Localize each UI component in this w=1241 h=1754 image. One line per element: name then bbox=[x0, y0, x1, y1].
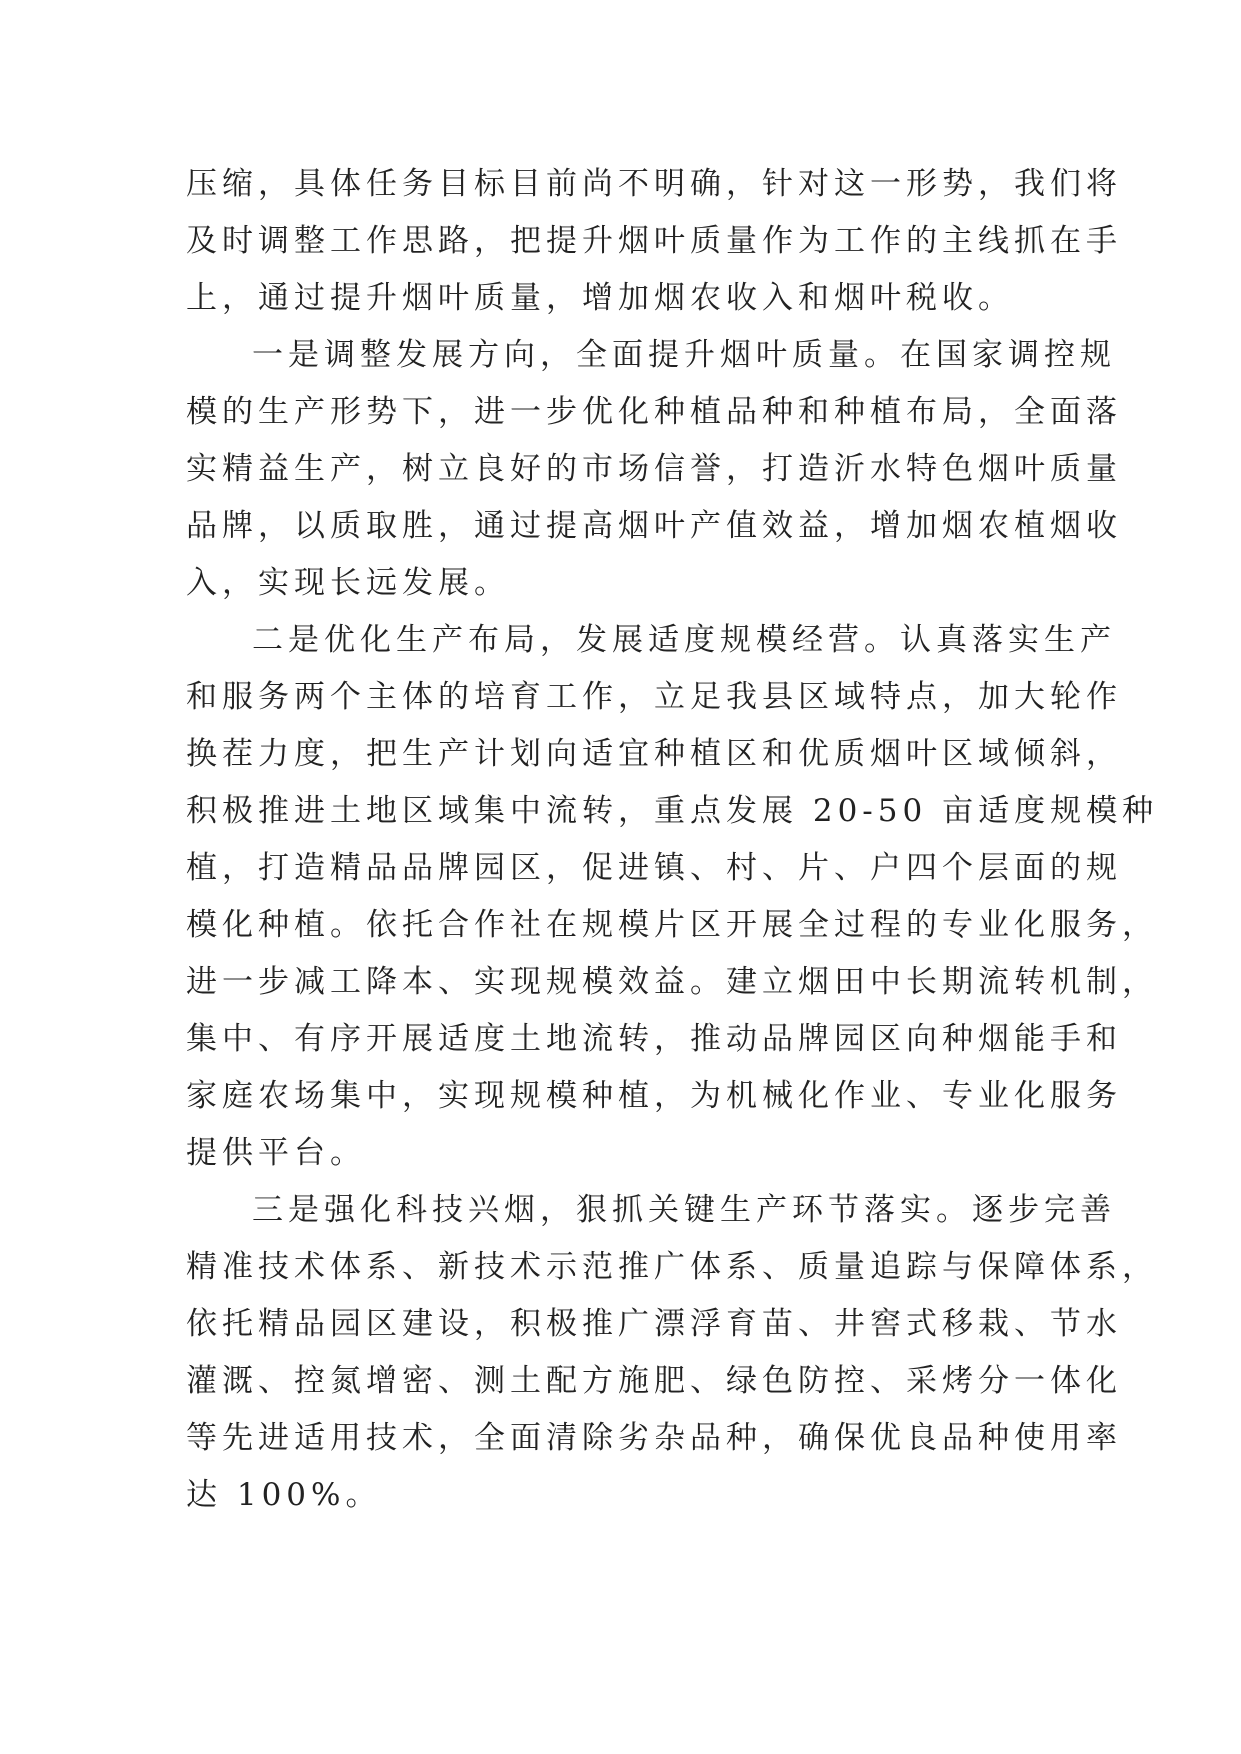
text-line: 进一步减工降本、实现规模效益。建立烟田中长期流转机制， bbox=[186, 964, 1158, 1000]
document-page bbox=[186, 156, 1159, 1524]
text-line: 依托精品园区建设，积极推广漂浮育苗、井窖式移栽、节水 bbox=[186, 1306, 1122, 1342]
text-line: 等先进适用技术，全面清除劣杂品种，确保优良品种使用率 bbox=[186, 1420, 1122, 1456]
text-line: 实精益生产，树立良好的市场信誉，打造沂水特色烟叶质量 bbox=[186, 451, 1122, 487]
text-line: 和服务两个主体的培育工作，立足我县区域特点，加大轮作 bbox=[186, 679, 1122, 715]
text-line: 压缩，具体任务目标目前尚不明确，针对这一形势，我们将 bbox=[186, 166, 1122, 202]
text-line: 达 100%。 bbox=[186, 1477, 382, 1513]
paragraph-point-3 bbox=[186, 1182, 1158, 1524]
text-line: 集中、有序开展适度土地流转，推动品牌园区向种烟能手和 bbox=[186, 1021, 1122, 1057]
paragraph-intro bbox=[186, 156, 1122, 327]
text-line: 三是强化科技兴烟，狠抓关键生产环节落实。逐步完善 bbox=[252, 1192, 1116, 1228]
text-line: 及时调整工作思路，把提升烟叶质量作为工作的主线抓在手 bbox=[186, 223, 1122, 259]
text-line: 一是调整发展方向，全面提升烟叶质量。在国家调控规 bbox=[252, 337, 1116, 373]
text-line: 植，打造精品品牌园区，促进镇、村、片、户四个层面的规 bbox=[186, 850, 1122, 886]
text-line: 入，实现长远发展。 bbox=[186, 565, 510, 601]
paragraph-point-2 bbox=[186, 612, 1159, 1182]
text-line: 模的生产形势下，进一步优化种植品种和种植布局，全面落 bbox=[186, 394, 1122, 430]
text-line: 家庭农场集中，实现规模种植，为机械化作业、专业化服务 bbox=[186, 1078, 1122, 1114]
text-line: 提供平台。 bbox=[186, 1135, 366, 1171]
text-line: 精准技术体系、新技术示范推广体系、质量追踪与保障体系， bbox=[186, 1249, 1158, 1285]
text-line: 灌溉、控氮增密、测土配方施肥、绿色防控、采烤分一体化 bbox=[186, 1363, 1122, 1399]
text-line: 二是优化生产布局，发展适度规模经营。认真落实生产 bbox=[252, 622, 1116, 658]
text-line: 模化种植。依托合作社在规模片区开展全过程的专业化服务， bbox=[186, 907, 1158, 943]
text-line: 换茬力度，把生产计划向适宜种植区和优质烟叶区域倾斜， bbox=[186, 736, 1122, 772]
paragraph-point-1 bbox=[186, 327, 1122, 612]
text-line: 积极推进土地区域集中流转，重点发展 20-50 亩适度规模种 bbox=[186, 793, 1159, 829]
text-line: 品牌，以质取胜，通过提高烟叶产值效益，增加烟农植烟收 bbox=[186, 508, 1122, 544]
text-line: 上，通过提升烟叶质量，增加烟农收入和烟叶税收。 bbox=[186, 280, 1014, 316]
